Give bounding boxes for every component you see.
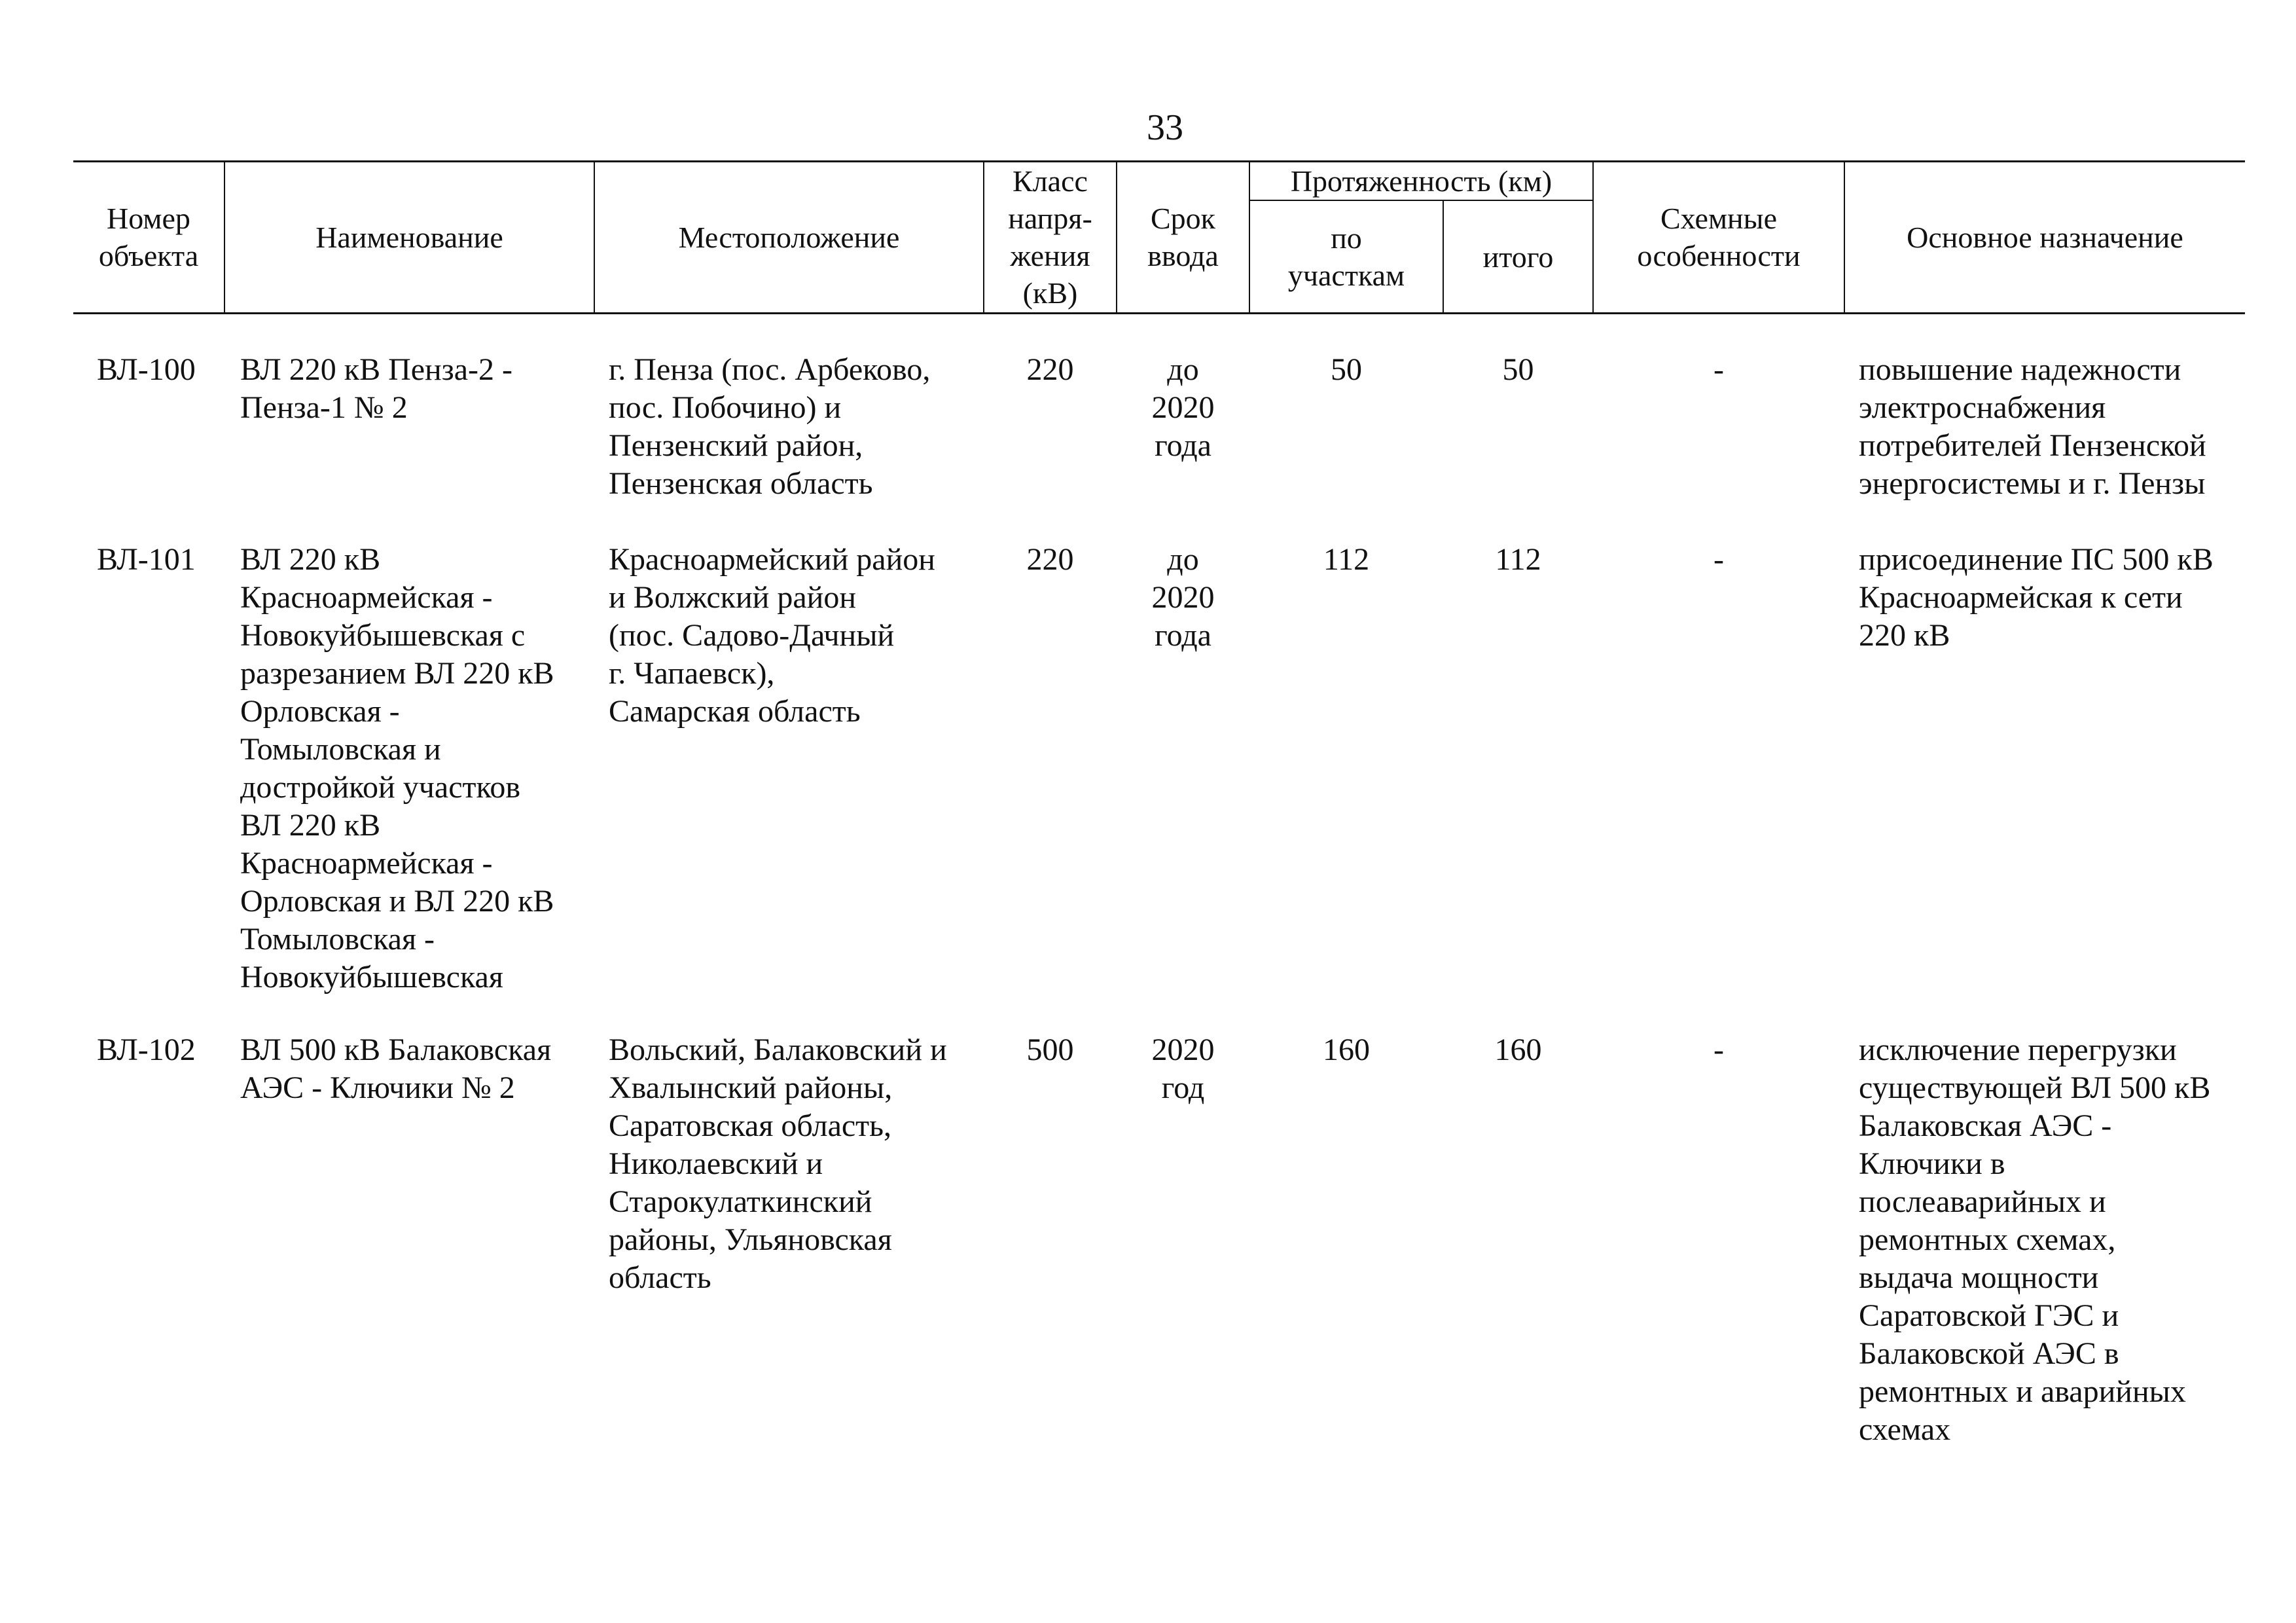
row-voltage: 500	[1026, 1032, 1074, 1067]
row-name: ВЛ 220 кВ Пенза-2 - Пенза-1 № 2	[240, 352, 512, 425]
row-number: ВЛ-101	[97, 542, 196, 577]
row-length-sections: 160	[1323, 1032, 1370, 1067]
row-voltage: 220	[1026, 352, 1074, 387]
header-name: Наименование	[315, 220, 503, 254]
row-purpose: повышение надежности электроснабжения потребителей Пензенской энергосистемы и г. Пензы	[1859, 352, 2206, 501]
row-number: ВЛ-100	[97, 352, 196, 387]
row-deadline: 2020 год	[1151, 1032, 1215, 1105]
row-length-sections: 112	[1323, 542, 1370, 577]
header-length-sections: по участкам	[1287, 221, 1405, 292]
row-length-total: 112	[1495, 542, 1541, 577]
row-purpose: присоединение ПС 500 кВ Красноармейская к сети 220 кВ	[1859, 542, 2214, 653]
header-voltage: Класс напря- жения (кВ)	[1008, 164, 1092, 310]
row-scheme: -	[1713, 542, 1724, 577]
row-purpose: исключение перегрузки существующей ВЛ 500 кВ Балаковская АЭС - Ключики в послеаварийных и ремонтных схемах, выдача мощности Саратовской ГЭС и Балаковской АЭС в ремонтных и аварийных схемах	[1859, 1032, 2211, 1447]
header-length-group: Протяженность (км)	[1290, 164, 1552, 198]
length-group-rule	[1249, 200, 1592, 201]
row-name: ВЛ 500 кВ Балаковская АЭС - Ключики № 2	[240, 1032, 552, 1105]
row-voltage: 220	[1026, 542, 1074, 577]
header-deadline: Срок ввода	[1147, 202, 1219, 272]
row-length-total: 160	[1494, 1032, 1542, 1067]
header-length-total: итого	[1482, 240, 1554, 274]
header-scheme: Схемные особенности	[1637, 202, 1801, 272]
row-location: Красноармейский район и Волжский район (пос. Садово-Дачный г. Чапаевск), Самарская область	[609, 542, 935, 729]
header-location: Местоположение	[678, 220, 900, 254]
row-length-sections: 50	[1331, 352, 1362, 387]
row-deadline: до 2020 года	[1151, 352, 1215, 463]
row-scheme: -	[1713, 1032, 1724, 1067]
row-length-total: 50	[1502, 352, 1534, 387]
row-deadline: до 2020 года	[1151, 542, 1215, 653]
page-number: 33	[1147, 107, 1183, 148]
row-location: г. Пенза (пос. Арбеково, пос. Побочино) и Пензенский район, Пензенская область	[609, 352, 931, 501]
header-purpose: Основное назначение	[1907, 220, 2183, 254]
header-number: Номер объекта	[98, 202, 199, 272]
header-bottom-rule	[73, 312, 2245, 314]
row-scheme: -	[1713, 352, 1724, 387]
row-number: ВЛ-102	[97, 1032, 196, 1067]
row-name: ВЛ 220 кВ Красноармейская - Новокуйбышевская с разрезанием ВЛ 220 кВ Орловская - Томыловская и достройкой участков ВЛ 220 кВ Красноармейская - Орловская и ВЛ 220 кВ Томыловская - Новокуйбышевская	[240, 542, 554, 994]
row-location: Вольский, Балаковский и Хвалынский районы, Саратовская область, Николаевский и Старокулаткинский районы, Ульяновская область	[609, 1032, 947, 1295]
